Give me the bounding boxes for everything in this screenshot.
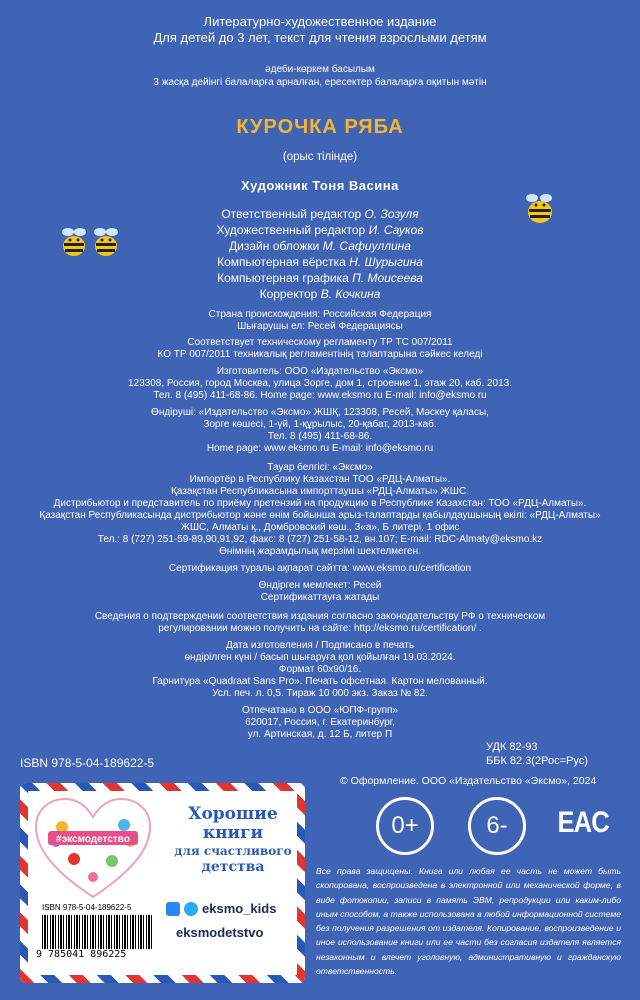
vk-icon bbox=[166, 902, 180, 916]
promo-card bbox=[20, 783, 305, 983]
imprint-line: регулировании можно получить на сайте: http://eksmo.ru/certification/ . bbox=[158, 623, 482, 634]
svg-text:#эксмодетство: #эксмодетство bbox=[56, 834, 130, 845]
header-line-2: Для детей до 3 лет, текст для чтения взрослыми детям bbox=[153, 30, 487, 45]
imprint-line: Дата изготовления / Подписано в печать bbox=[225, 640, 415, 651]
imprint-line: Тел.: 8 (727) 251-59-89,90,91,92, факс: 8 (727) 251-58-12, вн.107; E-mail: RDC-Almaty@eksmo.kz bbox=[97, 534, 543, 545]
header-line-1: Литературно-художественное издание bbox=[203, 14, 437, 29]
header-kz-1: әдеби-көркем басылым bbox=[265, 64, 375, 75]
imprint-line: Тауар белгісі: «Эксмо» bbox=[267, 462, 373, 473]
imprint-line: Усл. печ. л. 0,5. Тираж 10 000 экз. Заказ № 82. bbox=[212, 688, 428, 699]
social-row-1[interactable]: eksmo_kids bbox=[166, 901, 276, 916]
imprint-line: Зорге көшесі, 1-үй, 1-құрылыс, 20-қабат, 2013-каб. bbox=[203, 419, 437, 430]
age-rating-6minus: 6- bbox=[468, 797, 526, 855]
imprint-line: Дистрибьютор и представитель по приёму претензий на продукцию в Республике Казахстан: ТОО «РДЦ-Алматы». bbox=[53, 498, 587, 509]
imprint-line: Өндіруші: «Издательство «Эксмо» ЖШҚ, 123308, Ресей, Мәскеу қаласы, bbox=[151, 407, 489, 418]
telegram-icon bbox=[184, 902, 198, 916]
imprint-line: Сведения о подтверждении соответствия издания согласно законодательству РФ о техническом bbox=[94, 611, 546, 622]
credit-line: Компьютерная вёрстка Н. Шурыгина bbox=[217, 255, 423, 269]
social-row-2[interactable]: eksmodetstvo bbox=[176, 925, 264, 940]
book-artist: Художник Тоня Васина bbox=[241, 178, 399, 193]
credit-line: Ответственный редактор О. Зозуля bbox=[221, 207, 419, 221]
imprint-line: Тел. 8 (495) 411-68-86. bbox=[267, 431, 373, 442]
eac-mark: EAC bbox=[557, 806, 609, 839]
barcode-icon bbox=[42, 915, 152, 949]
imprint-line: Өнімнің жарамдылық мерзімі шектелмеген. bbox=[219, 546, 421, 557]
imprint-line: 123308, Россия, город Москва, улица Зорге, дом 1, строение 1, этаж 20, каб. 2013. bbox=[128, 378, 512, 389]
credit-line: Корректор В. Кочкина bbox=[259, 287, 381, 301]
imprint-line: Изготовитель: ООО «Издательство «Эксмо» bbox=[216, 366, 424, 377]
credits-list bbox=[0, 206, 640, 302]
imprint-line: өндірілген күні / басып шығаруға қол қойылған 19.03.2024. bbox=[184, 652, 456, 663]
rights-notice: Все права защищены. Книга или любая ее часть не может быть скопирована, воспроизведена в электронной или механической форме, в виде фотокопии, записи в память ЭВМ, репродукции или каким-либо иным способом, а также использована в любой информационной системе без получения разрешения от издателя. Копирование, воспроизведение и иное использование книги или ее части без согласия издателя является незаконным и влечет уголовную, административную и гражданскую ответственность. bbox=[316, 866, 621, 977]
book-title: КУРОЧКА РЯБА bbox=[236, 116, 404, 138]
card-body bbox=[28, 791, 297, 975]
imprint-line: ул. Артинская, д. 12 Б, литер П bbox=[247, 729, 393, 740]
udk-code: УДК 82-93 bbox=[486, 741, 538, 753]
imprint-line: 620017, Россия, г. Екатеринбург, bbox=[245, 717, 395, 728]
barcode-isbn: ISBN 978-5-04-189622-5 bbox=[42, 903, 132, 912]
imprint-line: Соответствует техническому регламенту ТР ТС 007/2011 bbox=[187, 337, 453, 348]
imprint-line: Импортёр в Республику Казахстан ТОО «РДЦ-Алматы». bbox=[189, 474, 451, 485]
imprint-line: Формат 60х90/16. bbox=[278, 664, 362, 675]
isbn: ISBN 978-5-04-189622-5 bbox=[20, 756, 155, 770]
copyright: © Оформление. ООО «Издательство «Эксмо», 2024 bbox=[340, 775, 597, 787]
imprint-line: Сертификаттауға жатады bbox=[260, 592, 380, 603]
imprint-line: Страна происхождения: Российская Федерация bbox=[208, 309, 432, 320]
card-slogan: Хорошие книги для счастливого детства bbox=[174, 804, 292, 875]
imprint-line: Тел. 8 (495) 411-68-86. Home page: www.eksmo.ru E-mail: info@eksmo.ru bbox=[153, 390, 487, 401]
credit-line: Дизайн обложки М. Сафиуллина bbox=[229, 239, 411, 253]
imprint-line: ЖШС, Алматы қ., Домбровский көш., 3«а», Б литері, 1 офис bbox=[180, 522, 460, 533]
barcode-number: 9 785041 896225 bbox=[36, 949, 127, 960]
bbk-code: ББК 82.3(2Рос=Рус) bbox=[486, 755, 588, 767]
imprint-line: Сертификация туралы ақпарат сайтта: www.eksmo.ru/certification bbox=[168, 563, 472, 574]
header-kz-2: 3 жасқа дейінгі балаларға арналған, ересектер балаларға оқитын мәтін bbox=[153, 77, 487, 88]
book-language: (орыс тілінде) bbox=[282, 151, 358, 163]
age-rating-0plus: 0+ bbox=[376, 797, 434, 855]
imprint-line: Отпечатано в ООО «ЮПФ-групп» bbox=[242, 705, 398, 716]
imprint-line: Гарнитура «Quadraat Sans Pro». Печать офсетная. Картон мелованный. bbox=[152, 676, 488, 687]
imprint-line: КО ТР 007/2011 техникалық регламентінің талаптарына сәйкес келеді bbox=[157, 349, 483, 360]
heart-icon bbox=[34, 797, 152, 903]
imprint-line: Шығарушы ел: Ресей Федерациясы bbox=[237, 321, 403, 332]
credit-line: Компьютерная графика П. Моисеева bbox=[217, 271, 423, 285]
credit-line: Художественный редактор И. Сауков bbox=[216, 223, 424, 237]
imprint-line: Қазақстан Республикасында дистрибьютор және өнім бойынша арыз-талаптарды қабылдаушының өкілі: «РДЦ-Алматы» bbox=[39, 510, 601, 521]
imprint-line: Қазақстан Республикасына импорттаушы «РДЦ-Алматы» ЖШС. bbox=[171, 486, 469, 497]
imprint-line: Өндірген мемлекет: Ресей bbox=[258, 580, 382, 591]
imprint-line: Home page: www.eksmo.ru E-mail: info@eksmo.ru bbox=[206, 443, 434, 454]
